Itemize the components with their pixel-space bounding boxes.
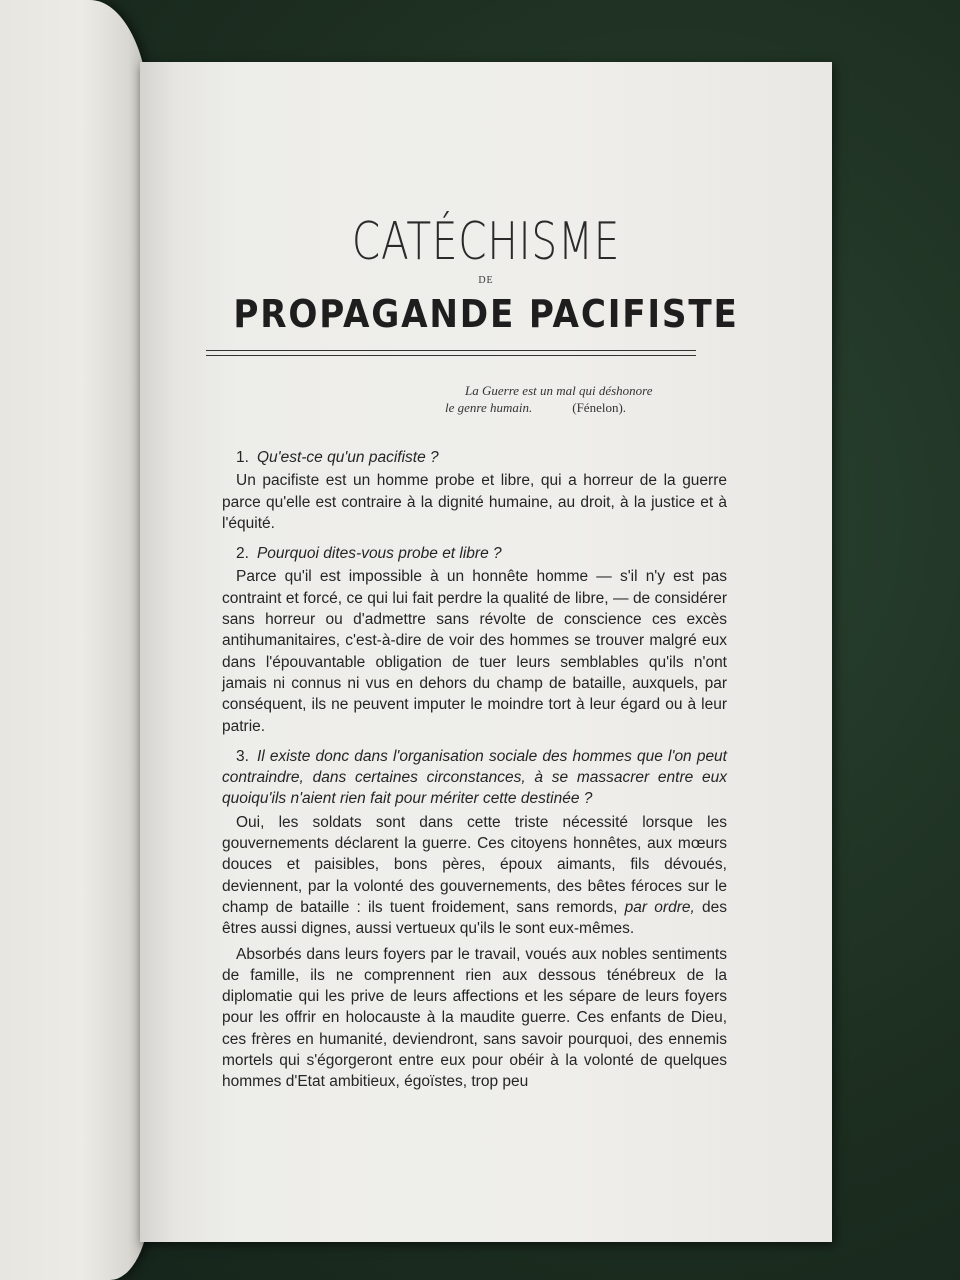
- epigraph-source: (Fénelon).: [572, 400, 627, 415]
- question-number: 1.: [236, 449, 249, 466]
- question-1: [222, 442, 727, 468]
- epigraph-line-1: La Guerre est un mal qui déshonore: [465, 383, 653, 398]
- question-3: [222, 741, 727, 810]
- answer-3: [222, 812, 727, 940]
- question-number: 3.: [236, 747, 249, 765]
- question-text: Qu'est-ce qu'un pacifiste ?: [256, 449, 439, 466]
- epigraph-line-2-text: le genre humain.: [445, 400, 533, 415]
- page-subtitle: PROPAGANDE PACIFISTE: [233, 292, 739, 336]
- book-page: [140, 62, 832, 1242]
- answer-3-italic: par ordre,: [624, 898, 695, 916]
- title-preposition: DE: [478, 275, 494, 286]
- answer-3-part-2: des êtres aussi dignes, aussi vertueux qu'ils le sont eux-mêmes.: [222, 898, 727, 938]
- question-2: [222, 538, 727, 564]
- double-rule-divider: [206, 350, 696, 356]
- page-title: CATÉCHISME: [351, 212, 621, 272]
- answer-1: Un pacifiste est un homme probe et libre, qui a horreur de la guerre parce qu'elle est contraire à la dignité humaine, au droit, à la justice et à l'équité.: [222, 472, 727, 532]
- answer-3-continued: Absorbés dans leurs foyers par le travail, voués aux nobles sentiments de famille, ils ne comprennent rien aux dessous ténébreux de la diplomatie qui les prive de leurs affections et les sépare de leurs foyers pour les offrir en holocauste à la maudite guerre. Ces enfants de Dieu, ces frères en humanité, deviendront, sans savoir pourquoi, des ennemis mortels qui s'égorgeront entre eux pour obéir à la volonté de quelques hommes d'Etat ambitieux, égoïstes, trop peu: [222, 945, 727, 1091]
- answer-3-part-1: Oui, les soldats sont dans cette triste nécessité lorsque les gouvernements déclarent la guerre. Ces citoyens honnêtes, aux mœurs douces et paisibles, bons pères, époux aimants, fils dévoués, deviennent, par la volonté des gouvernements, des bêtes féroces sur le champ de bataille : ils tuent froidement, sans remords,: [222, 813, 727, 916]
- answer-2: Parce qu'il est impossible à un honnête homme — s'il n'y est pas contraint et forcé, ce qui lui fait perdre la qualité de libre, — de considérer sans horreur ou d'admettre sans révolte de conscience ces excès antihumanitaires, c'est-à-dire de voir des hommes se trouver malgré eux dans l'épouvantable obligation de tuer leurs semblables qu'ils n'ont jamais ni connus ni vus en dehors du champ de bataille, auxquels, par conséquent, ils ne peuvent imputer le moindre tort à leur égard ou à leur patrie.: [222, 568, 727, 735]
- left-page-edge: [0, 0, 150, 1280]
- epigraph-line-2: [445, 399, 705, 416]
- question-number: 2.: [236, 545, 249, 563]
- epigraph: [445, 382, 705, 416]
- catechism-body: [222, 442, 727, 1097]
- question-text: Pourquoi dites-vous probe et libre ?: [256, 545, 502, 563]
- question-text: Il existe donc dans l'organisation sociale des hommes que l'on peut contraindre, dans certaines circonstances, à se massacrer entre eux quoiqu'ils n'aient rien fait pour mériter cette destinée ?: [222, 747, 727, 808]
